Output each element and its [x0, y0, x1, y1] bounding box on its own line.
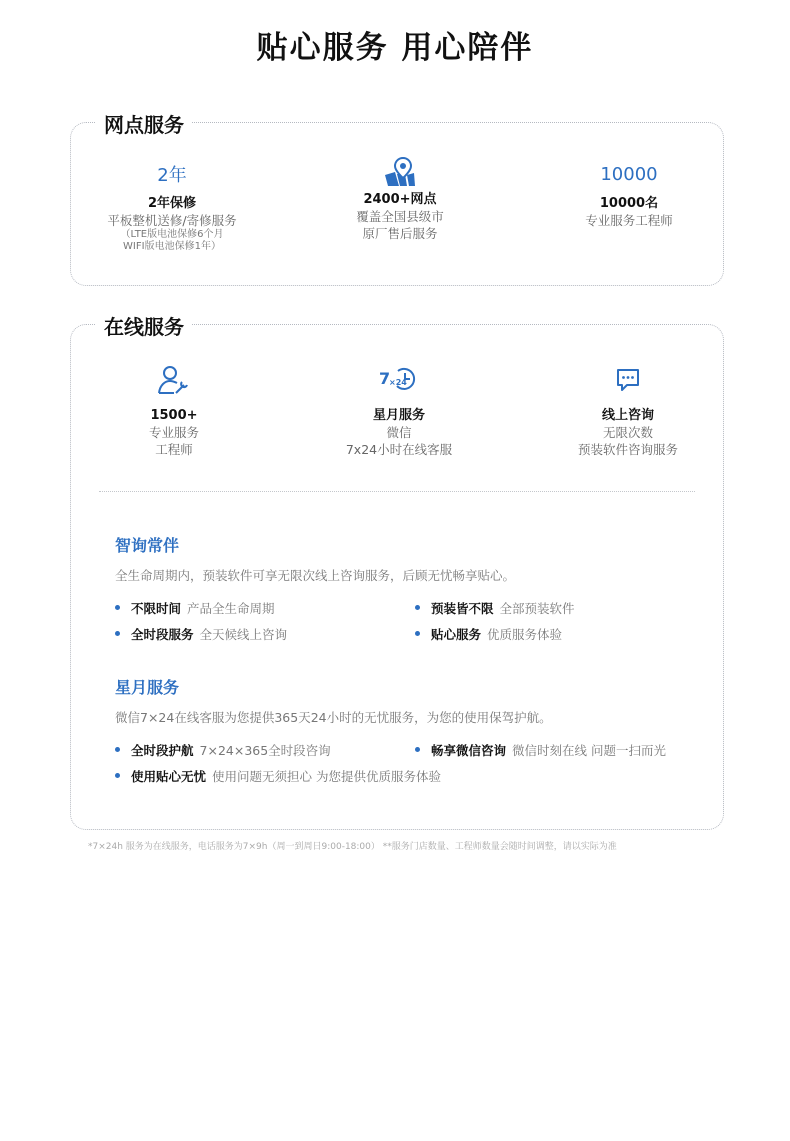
zhixun-heading: 智询常伴 [115, 536, 180, 555]
xingyue-bullet-2: 畅享微信咨询 微信时刻在线 问题一扫而光 [415, 743, 666, 759]
online-engineer-item [64, 365, 284, 458]
chat-bubble-icon [615, 367, 641, 393]
warranty-note-2: WIFI版电池保修1年） [123, 241, 221, 252]
bullet-dot-icon [415, 747, 420, 752]
map-pin-icon [383, 157, 417, 187]
network-service-label: 网点服务 [96, 109, 192, 138]
ten-thousand-icon: 10000 [600, 163, 658, 185]
online-engineer-title: 1500+ [150, 408, 198, 423]
warranty-item [62, 161, 282, 253]
xingyue-line-2: 7x24小时在线客服 [345, 442, 453, 457]
bullet-dot-icon [415, 631, 420, 636]
zhixun-bullet-4: 贴心服务 优质服务体验 [415, 627, 562, 643]
network-service-panel [70, 113, 724, 286]
page-title: 贴心服务 用心陪伴 [256, 30, 534, 66]
warranty-note-1: （LTE版电池保修6个月 [120, 229, 224, 240]
outlets-title: 2400+网点 [363, 192, 437, 207]
xingyue-description: 微信7×24在线客服为您提供365天24小时的无忧服务，为您的使用保驾护航。 [115, 710, 552, 725]
section-divider [99, 491, 695, 492]
bullet-dot-icon [115, 605, 120, 610]
bullet-dot-icon [115, 631, 120, 636]
online-service-panel [70, 315, 724, 830]
online-engineer-line-2: 工程师 [155, 442, 193, 457]
outlets-item [290, 157, 510, 242]
engineers-title: 10000名 [599, 196, 659, 211]
engineer-icon [158, 365, 190, 395]
online-consult-item [518, 365, 738, 458]
zhixun-bullet-3: 全时段服务 全天候线上咨询 [115, 627, 287, 643]
xingyue-bullet-3: 使用贴心无忧 使用问题无须担心 为您提供优质服务体验 [115, 769, 441, 785]
xingyue-bullet-1: 全时段护航 7×24×365全时段咨询 [115, 743, 331, 759]
engineers-line: 专业服务工程师 [585, 213, 673, 228]
online-engineer-line-1: 专业服务 [148, 425, 199, 440]
outlets-line-2: 原厂售后服务 [362, 226, 438, 241]
xingyue-title: 星月服务 [372, 408, 425, 423]
outlets-line-1: 覆盖全国县级市 [356, 209, 444, 224]
zhixun-bullet-2: 预装皆不限 全部预装软件 [415, 601, 575, 617]
xingyue-heading: 星月服务 [115, 678, 180, 697]
xingyue-line-1: 微信 [386, 425, 412, 440]
warranty-title: 2年保修 [147, 196, 197, 211]
engineers-item [519, 161, 739, 229]
bullet-dot-icon [115, 747, 120, 752]
online-consult-line-1: 无限次数 [602, 425, 653, 440]
bullet-dot-icon [415, 605, 420, 610]
xingyue-item [289, 365, 509, 458]
bullet-dot-icon [115, 773, 120, 778]
zhixun-description: 全生命周期内，预装软件可享无限次线上咨询服务，后顾无忧畅享贴心。 [115, 568, 516, 583]
online-service-label: 在线服务 [96, 311, 192, 340]
zhixun-bullet-1: 不限时间 产品全生命周期 [115, 601, 275, 617]
footnote: *7×24h 服务为在线服务，电话服务为7×9h（周一到周日9:00-18:00） **服务门店数量、工程师数量会随时间调整，请以实际为准 [88, 842, 617, 852]
clock-7x24-icon: 7 ×24 [379, 366, 419, 394]
two-year-icon: 2年 [157, 165, 187, 186]
online-consult-line-2: 预装软件咨询服务 [577, 442, 678, 457]
online-consult-title: 线上咨询 [601, 408, 654, 423]
warranty-line: 平板整机送修/寄修服务 [107, 213, 237, 228]
